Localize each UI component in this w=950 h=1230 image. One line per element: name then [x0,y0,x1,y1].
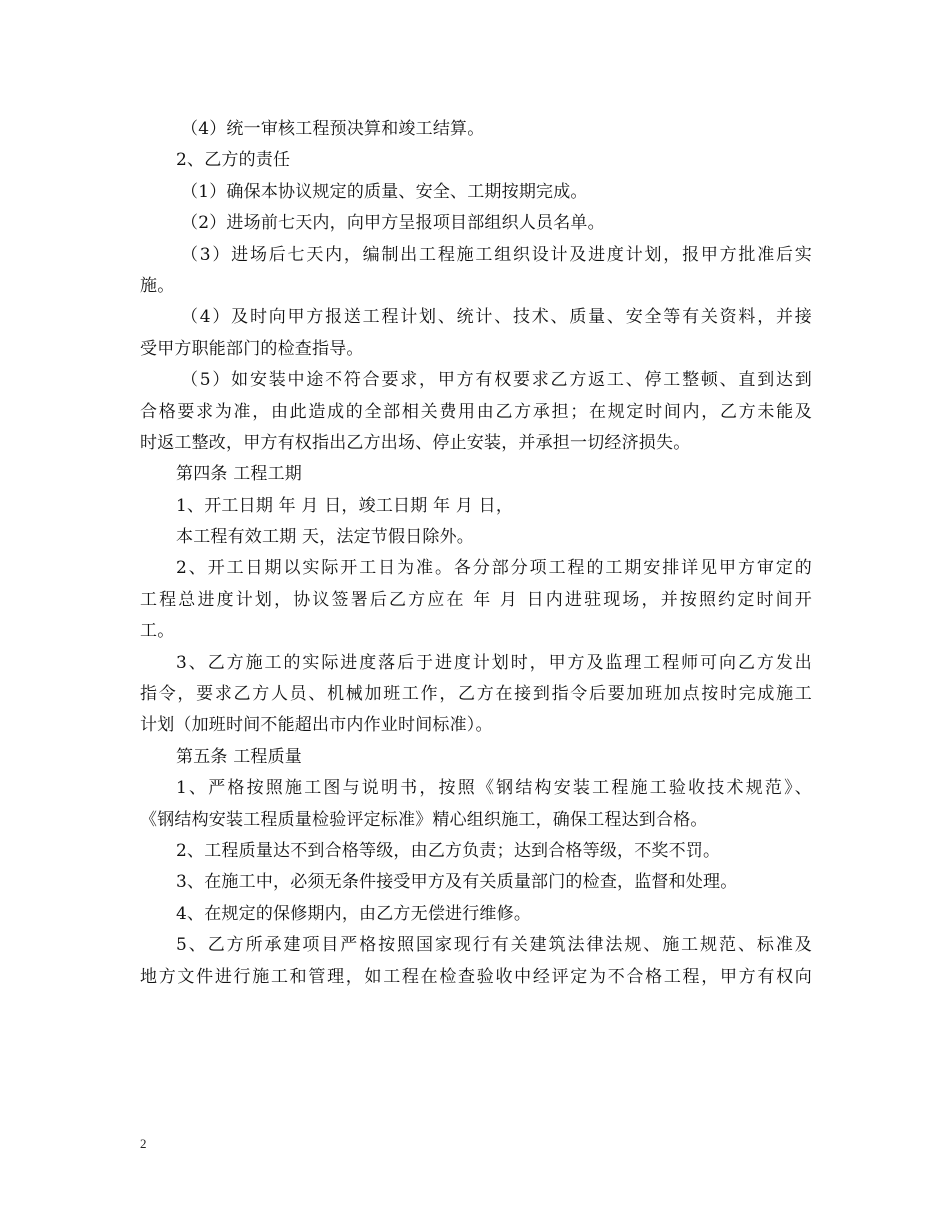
text-line: （4）及时向甲方报送工程计划、统计、技术、质量、安全等有关资料，并接 [181,307,812,328]
text-line: 《钢结构安装工程质量检验评定标准》精心组织施工，确保工程达到合格。 [140,809,708,830]
text-line: 第五条 工程质量 [176,746,303,767]
text-line: （1）确保本协议规定的质量、安全、工期按期完成。 [181,181,588,202]
text-line: 2、乙方的责任 [176,150,291,171]
text-line: （3）进场后七天内，编制出工程施工组织设计及进度计划，报甲方批准后实 [181,244,812,265]
text-line: 受甲方职能部门的检查指导。 [140,338,364,359]
text-line: 本工程有效工期 天，法定节假日除外。 [176,527,475,548]
text-line: 指令，要求乙方人员、机械加班工作，乙方在接到指令后要加班加点按时完成施工 [140,684,812,705]
text-line: 第四条 工程工期 [176,464,303,485]
text-line: 工程总进度计划，协议签署后乙方应在 年 月 日内进驻现场，并按照约定时间开 [140,589,812,610]
text-line: （2）进场前七天内，向甲方呈报项目部组织人员名单。 [181,213,605,234]
text-line: 1、严格按照施工图与说明书，按照《钢结构安装工程施工验收技术规范》、 [176,778,812,799]
text-line: 3、在施工中，必须无条件接受甲方及有关质量部门的检查，监督和处理。 [176,872,738,893]
text-line: 施。 [140,275,175,296]
text-line: 4、在规定的保修期内，由乙方无偿进行维修。 [176,903,532,924]
text-line: 1、开工日期 年 月 日，竣工日期 年 月 日， [176,495,514,516]
text-line: （5）如安装中途不符合要求，甲方有权要求乙方返工、停工整顿、直到达到 [181,370,812,391]
text-line: 地方文件进行施工和管理，如工程在检查验收中经评定为不合格工程，甲方有权向 [140,966,812,987]
text-line: 3、乙方施工的实际进度落后于进度计划时，甲方及监理工程师可向乙方发出 [176,652,812,673]
text-line: 2、开工日期以实际开工日为准。各分部分项工程的工期安排详见甲方审定的 [176,558,812,579]
text-line: 5、乙方所承建项目严格按照国家现行有关建筑法律法规、施工规范、标准及 [176,935,812,956]
text-line: 2、工程质量达不到合格等级，由乙方负责；达到合格等级，不奖不罚。 [176,840,721,861]
text-line: 合格要求为准，由此造成的全部相关费用由乙方承担；在规定时间内，乙方未能及 [140,401,812,422]
text-line: 工。 [140,621,175,642]
page-number: 2 [140,1136,147,1151]
text-line: 计划（加班时间不能超出市内作业时间标准）。 [140,715,493,736]
document-body [140,114,812,993]
text-line: （4）统一审核工程预决算和竣工结算。 [181,119,485,139]
text-line: 时返工整改，甲方有权指出乙方出场、停止安装，并承担一切经济损失。 [140,432,691,453]
